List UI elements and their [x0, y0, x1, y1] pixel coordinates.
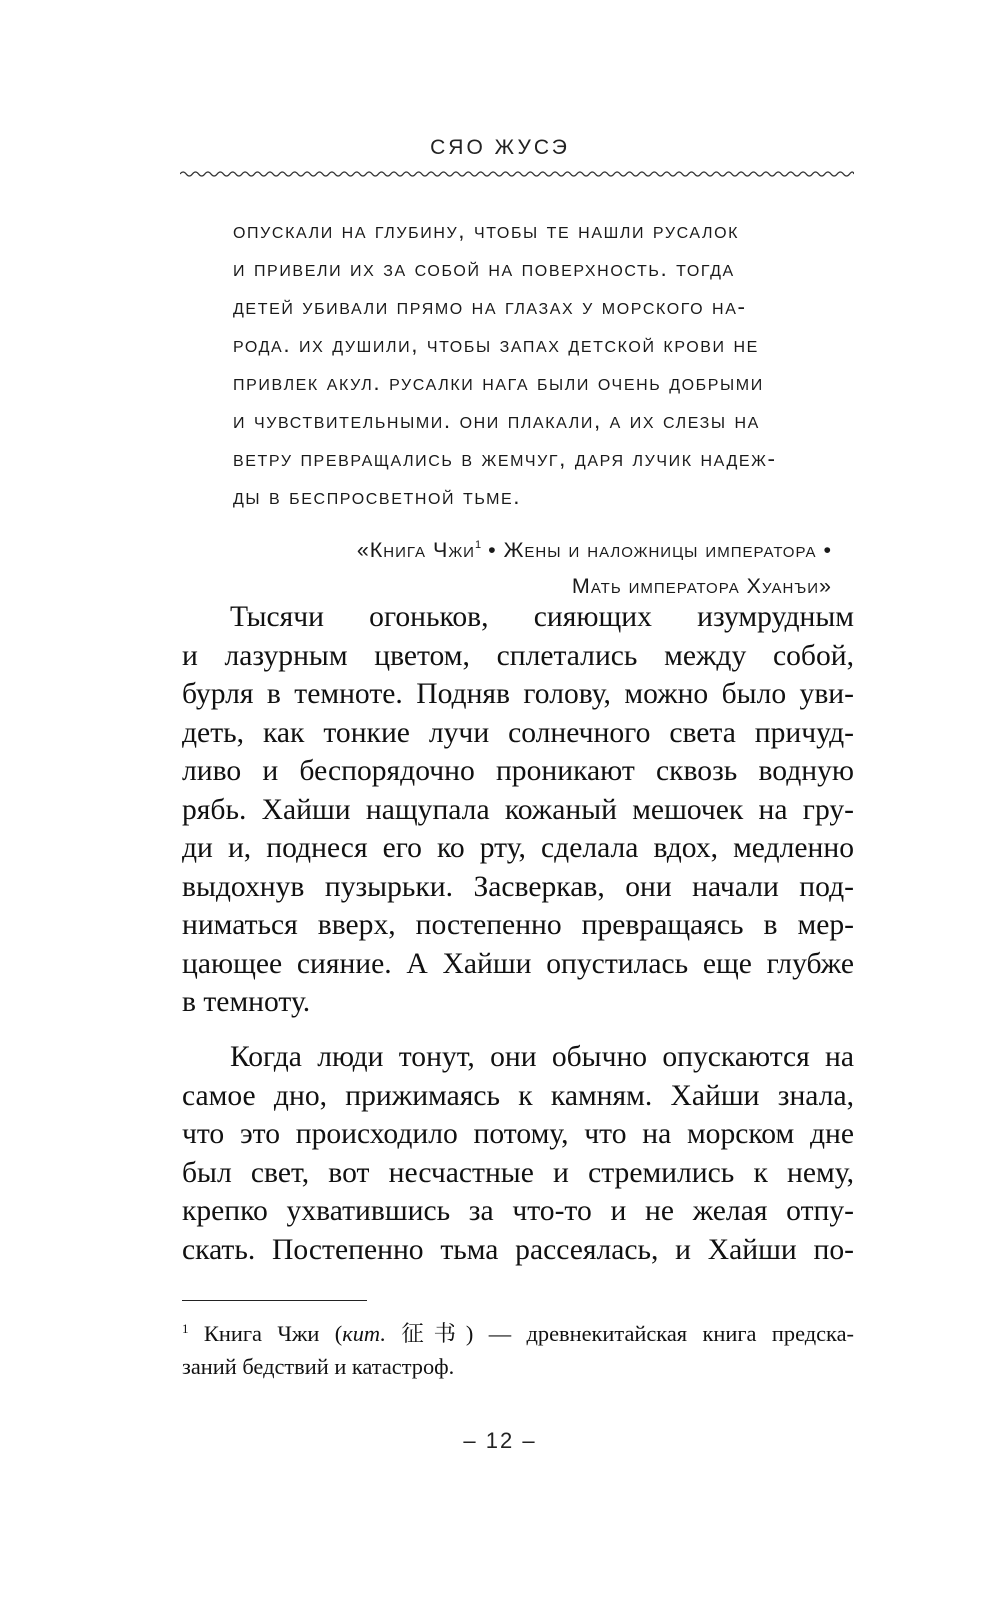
text-line: скать. Постепенно тьма рассеялась, и Хайши по- — [182, 1233, 854, 1266]
epigraph-line: ветру превращались в жемчуг, даря лучик надеж- — [233, 446, 777, 471]
epigraph-source-title: «Книга Чжи — [356, 538, 475, 562]
text-line: ливо и беспорядочно проникают сквозь водную — [182, 755, 854, 787]
body-paragraph-1 — [182, 598, 854, 1022]
running-header: СЯО ЖУСЭ — [430, 136, 570, 159]
text-line: выдохнув пузырьки. Засверкав, они начали под- — [182, 870, 854, 903]
epigraph-source-subtitle: • Жены и наложницы императора • — [481, 538, 832, 562]
text-line: Тысячи огоньков, сияющих изумрудным — [230, 601, 854, 633]
text-line: Когда люди тонут, они обычно опускаются на — [230, 1041, 854, 1073]
epigraph-line: рода. их душили, чтобы запах детской крови не — [233, 332, 759, 357]
footnote-line: заний бедствий и катастроф. — [182, 1354, 455, 1379]
epigraph-line: ды в беспросветной тьме. — [233, 484, 522, 509]
epigraph-line: привлек акул. русалки нага были очень добрыми — [233, 370, 764, 395]
epigraph-line: и привели их за собой на поверхность. тогда — [233, 256, 735, 281]
epigraph-source-line: Мать императора Хуанъи» — [571, 574, 832, 598]
footnote-line — [182, 1312, 854, 1350]
text-line: в темноту. — [182, 986, 311, 1018]
text-line: что это происходило потому, что на морском дне — [182, 1118, 854, 1150]
epigraph — [233, 212, 813, 516]
epigraph-source — [232, 527, 832, 604]
footnote-separator — [182, 1300, 367, 1301]
footnote-text: Книга Чжи ( — [188, 1321, 343, 1346]
epigraph-line: опускали на глубину, чтобы те нашли русалок — [233, 218, 740, 243]
body-paragraph-2 — [182, 1038, 854, 1269]
footnote-abbreviation: кит. — [342, 1321, 386, 1346]
footnote-mark: 1 — [182, 1321, 189, 1336]
epigraph-line: и чувствительными. они плакали, а их слезы на — [233, 408, 760, 433]
footnote-reference[interactable]: 1 — [474, 539, 482, 551]
text-line: ниматься вверх, постепенно превращаясь в мер- — [182, 909, 854, 941]
text-line: крепко ухватившись за что-то и не желая отпу- — [182, 1195, 854, 1227]
text-line: и лазурным цветом, сплетались между собой, — [182, 639, 854, 672]
header-wavy-rule — [180, 168, 854, 180]
text-line: деть, как тонкие лучи солнечного света причуд- — [182, 716, 854, 749]
text-line: цающее сияние. А Хайши опустилась еще глубже — [182, 947, 854, 980]
text-line: самое дно, прижимаясь к камням. Хайши знала, — [182, 1079, 854, 1112]
page-number: – 12 – — [463, 1428, 537, 1453]
text-line: ди и, поднеся его ко рту, сделала вдох, медленно — [182, 832, 854, 864]
footnote — [182, 1312, 854, 1383]
footnote-text: 征书) — древнекитайская книга предска- — [385, 1321, 854, 1346]
text-line: был свет, вот несчастные и стремились к нему, — [182, 1156, 854, 1189]
epigraph-source-line — [232, 527, 832, 568]
epigraph-line: детей убивали прямо на глазах у морского на- — [233, 294, 747, 319]
text-line: рябь. Хайши нащупала кожаный мешочек на гру- — [182, 793, 854, 826]
text-line: бурля в темноте. Подняв голову, можно было уви- — [182, 678, 854, 710]
